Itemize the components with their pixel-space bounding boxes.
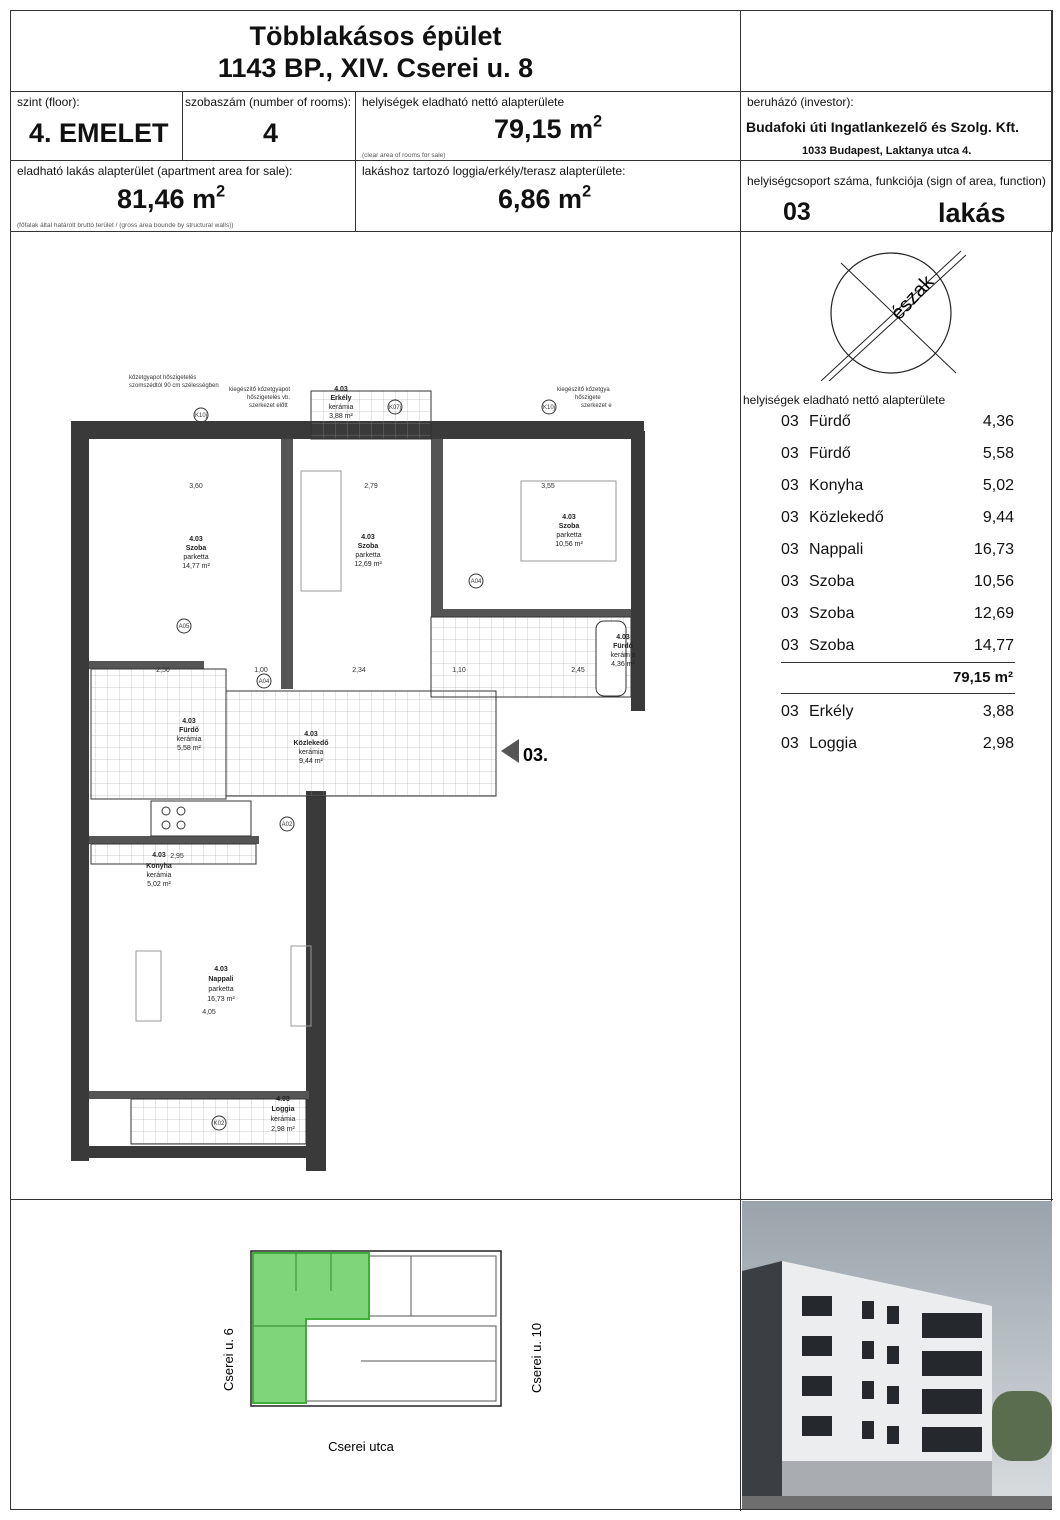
- room-row: [781, 703, 1014, 725]
- door-tag-label: K10j: [194, 413, 208, 419]
- group-cell: [740, 160, 1053, 232]
- building-render: [742, 1201, 1052, 1509]
- room-label-num: 4.03: [334, 386, 348, 393]
- apartment-area-label: eladható lakás alapterület (apartment area for sale):: [17, 164, 293, 178]
- room-label-num: 4.03: [304, 731, 318, 738]
- insulation-note: szomszédtól 90 cm szélességben: [129, 383, 219, 389]
- room-name: Nappali: [809, 541, 864, 558]
- room-row: [781, 477, 1014, 499]
- room-label-num: 4.03: [152, 852, 166, 859]
- net-area-label: helyiségek eladható nettó alapterülete: [362, 95, 565, 109]
- street-label-right: Cserei u. 10: [529, 1322, 544, 1393]
- floor-value: 4. EMELET: [29, 118, 169, 148]
- title-side-cell: [740, 10, 1053, 92]
- net-area-cell: [355, 91, 741, 161]
- room-area: 3,88: [982, 703, 1014, 720]
- loggia-area-label: lakáshoz tartozó loggia/erkély/terasz alapterülete:: [362, 164, 626, 178]
- room-label-floor: kerámia: [146, 872, 172, 879]
- net-area-value-wrap: [494, 114, 602, 145]
- room-name: Fürdő: [809, 413, 851, 430]
- apartment-area-value-wrap: [117, 184, 225, 215]
- insulation-note: szerkezet e: [581, 403, 612, 409]
- room-group: 03: [781, 477, 799, 494]
- room-label-floor: kerámia: [328, 404, 354, 411]
- room-area: 2,98: [982, 735, 1014, 752]
- room-label-name: Közlekedő: [293, 740, 329, 747]
- floor-cell: [10, 91, 183, 161]
- apartment-area-sup: 2: [216, 182, 226, 201]
- bed: [521, 481, 616, 561]
- ground-floor: [782, 1461, 992, 1501]
- room-label-num: 4.03: [276, 1096, 290, 1103]
- room-label-floor: kerámia: [176, 736, 202, 743]
- room-group: 03: [781, 413, 799, 430]
- room-area: 16,73: [973, 541, 1014, 558]
- room-label-area: 2,98 m²: [271, 1126, 295, 1133]
- rooms-table-header: helyiségek eladható nettó alapterülete: [743, 393, 946, 407]
- door-tag-label: A04: [470, 579, 482, 585]
- wall-interior: [89, 661, 204, 669]
- dimension: 1,00: [254, 667, 268, 674]
- room-label-name: Nappali: [208, 976, 234, 983]
- room-name: Loggia: [809, 735, 858, 752]
- room-group: 03: [781, 445, 799, 462]
- room-label-name: Szoba: [185, 545, 207, 552]
- dimension: 2,50: [156, 667, 170, 674]
- bed: [301, 471, 341, 591]
- sofa: [136, 951, 161, 1021]
- room-group: 03: [781, 735, 799, 752]
- room-group: 03: [781, 541, 799, 558]
- net-area-note: (clear area of rooms for sale): [362, 152, 446, 159]
- rooms-extra-separator: [781, 693, 1015, 694]
- room-label-area: 5,58 m²: [177, 745, 201, 752]
- room-label-num: 4.03: [189, 536, 203, 543]
- room-label-area: 12,69 m²: [354, 561, 382, 568]
- room-label-name: Szoba: [357, 543, 379, 550]
- room-label-floor: parketta: [355, 552, 381, 559]
- room-name: Fürdő: [809, 445, 851, 462]
- rooms-label: szobaszám (number of rooms):: [185, 95, 352, 109]
- dimension: 2,34: [352, 667, 366, 674]
- room-label-floor: parketta: [208, 986, 234, 993]
- main-vertical-divider: [740, 231, 741, 1511]
- north-label: észak: [886, 271, 939, 325]
- room-label-area: 9,44 m²: [299, 758, 323, 765]
- wall-interior: [431, 609, 631, 617]
- room-label-floor: kerámia: [298, 749, 324, 756]
- insulation-note: kiegészítő kőzetgyapot: [229, 387, 291, 393]
- rooms-count-cell: [182, 91, 356, 161]
- wall-top-left: [71, 421, 291, 439]
- door-tag-label: K10j: [542, 405, 556, 411]
- floor-label: szint (floor):: [17, 95, 80, 109]
- room-group: 03: [781, 637, 799, 654]
- title-cell: [10, 10, 741, 92]
- rooms-value: 4: [263, 118, 279, 148]
- site-plan: [211, 1221, 551, 1471]
- north-compass: [811, 241, 971, 381]
- apartment-area-value: 81,46 m: [117, 184, 217, 214]
- building-address: 1143 BP., XIV. Cserei u. 8: [217, 53, 534, 83]
- room-row: [781, 509, 1014, 531]
- rooms-table: [741, 393, 1043, 752]
- insulation-note: kiegészítő kőzetgya: [557, 387, 610, 393]
- wall-interior: [281, 439, 293, 689]
- room-name: Erkély: [809, 703, 854, 720]
- room-area: 5,58: [982, 445, 1014, 462]
- dimension: 2,79: [364, 483, 378, 490]
- room-label-area: 4,36 m²: [611, 661, 635, 668]
- room-row: [781, 605, 1014, 627]
- room-row: [781, 445, 1014, 467]
- dimension: 2,95: [170, 853, 184, 860]
- room-row: [781, 573, 1014, 595]
- room-area: 4,36: [982, 413, 1014, 430]
- group-number: 03: [783, 198, 811, 226]
- room-name: Szoba: [809, 605, 855, 622]
- wall-top-right: [434, 421, 644, 439]
- dimension: 3,60: [189, 483, 203, 490]
- door-tag-label: A02: [281, 822, 293, 828]
- room-area: 12,69: [973, 605, 1014, 622]
- wall-right-upper: [631, 431, 645, 711]
- wall-interior: [431, 439, 443, 609]
- street: [742, 1496, 1052, 1509]
- dimension: 2,45: [571, 667, 585, 674]
- room-label-floor: kerámia: [610, 652, 636, 659]
- room-label-area: 10,56 m²: [555, 541, 583, 548]
- room-row: [781, 637, 1014, 659]
- room-row: [781, 541, 1014, 563]
- room-label-name: Fürdő: [179, 727, 199, 734]
- room-label-name: Erkély: [330, 395, 352, 402]
- loggia-area-sup: 2: [582, 182, 592, 201]
- door-tag-label: A05: [178, 624, 190, 630]
- rooms-total-separator: [781, 662, 1015, 663]
- dimension: 4,05: [202, 1009, 216, 1016]
- investor-address: 1033 Budapest, Laktanya utca 4.: [802, 145, 972, 157]
- group-label: helyiségcsoport száma, funkciója (sign of area, function): [747, 174, 1046, 188]
- room-area: 14,77: [973, 637, 1014, 654]
- door-tag-label: K07j: [388, 405, 402, 411]
- room-area: 9,44: [982, 509, 1014, 526]
- room-name: Szoba: [809, 637, 855, 654]
- dimension: 3,55: [541, 483, 555, 490]
- loggia-area-cell: [355, 160, 741, 232]
- insulation-note: kőzetgyapot hőszigetelés: [129, 375, 197, 381]
- dimension: 1,10: [452, 667, 466, 674]
- tiled-bathroom-1: [91, 669, 226, 799]
- investor-cell: [740, 91, 1053, 161]
- room-group: 03: [781, 573, 799, 590]
- tree: [992, 1391, 1052, 1461]
- room-name: Közlekedő: [809, 509, 884, 526]
- loggia-area-value: 6,86 m: [498, 184, 583, 214]
- door-tag-label: A04: [258, 679, 270, 685]
- room-name: Konyha: [809, 477, 864, 494]
- room-row: [781, 413, 1014, 435]
- room-label-name: Fürdő: [613, 643, 633, 650]
- room-label-num: 4.03: [562, 514, 576, 521]
- room-label-num: 4.03: [182, 718, 196, 725]
- wall-interior: [89, 836, 259, 844]
- investor-name: Budafoki úti Ingatlankezelő és Szolg. Kft.: [746, 119, 1020, 135]
- street-label-left: Cserei u. 6: [221, 1328, 236, 1391]
- street-label-bottom: Cserei utca: [328, 1439, 394, 1454]
- entrance-arrow: [501, 739, 519, 763]
- kitchen-counter: [151, 801, 251, 836]
- room-label-area: 3,88 m²: [329, 413, 353, 420]
- room-label-name: Konyha: [146, 863, 172, 870]
- room-label-area: 14,77 m²: [182, 563, 210, 570]
- building-title: Többlakásos épület: [249, 21, 502, 51]
- room-area: 10,56: [973, 573, 1014, 590]
- investor-label: beruházó (investor):: [747, 95, 854, 109]
- building-side: [742, 1261, 782, 1501]
- floor-plan: [11, 351, 651, 1181]
- group-function: lakás: [938, 198, 1006, 228]
- room-group: 03: [781, 605, 799, 622]
- apartment-marker: 03.: [523, 745, 549, 765]
- room-label-num: 4.03: [214, 966, 228, 973]
- apartment-area-cell: [10, 160, 356, 232]
- room-group: 03: [781, 509, 799, 526]
- insulation-note: szerkezet előtt: [249, 403, 288, 409]
- room-label-num: 4.03: [361, 534, 375, 541]
- room-label-name: Szoba: [558, 523, 580, 530]
- room-label-floor: parketta: [183, 554, 209, 561]
- loggia-area-value-wrap: [498, 184, 591, 215]
- insulation-note: hőszigete: [575, 395, 601, 401]
- room-label-num: 4.03: [616, 634, 630, 641]
- wall-bottom: [71, 1146, 326, 1158]
- insulation-note: hőszigetelés vb.: [247, 395, 291, 401]
- net-area-unit-sup: 2: [593, 112, 603, 131]
- net-area-value: 79,15 m: [494, 114, 594, 144]
- room-label-floor: parketta: [556, 532, 582, 539]
- room-label-name: Loggia: [271, 1106, 295, 1113]
- room-group: 03: [781, 703, 799, 720]
- bottom-horizontal-divider: [11, 1199, 1053, 1200]
- room-label-area: 5,02 m²: [147, 881, 171, 888]
- tiled-hallway: [226, 691, 496, 796]
- apartment-area-note: (főfalak által határolt bruttó terület / (gross area bounde by structural walls)): [17, 222, 234, 229]
- room-area: 5,02: [982, 477, 1014, 494]
- room-row: [781, 735, 1014, 757]
- rooms-total: 79,15 m²: [952, 669, 1013, 686]
- room-name: Szoba: [809, 573, 855, 590]
- apartment-sheet: [10, 10, 1052, 1510]
- room-label-floor: kerámia: [270, 1116, 296, 1123]
- room-label-area: 16,73 m²: [207, 996, 235, 1003]
- door-tag-label: K02: [213, 1121, 225, 1127]
- wall-right-lower: [306, 791, 326, 1171]
- wall-left-exterior: [71, 421, 89, 1161]
